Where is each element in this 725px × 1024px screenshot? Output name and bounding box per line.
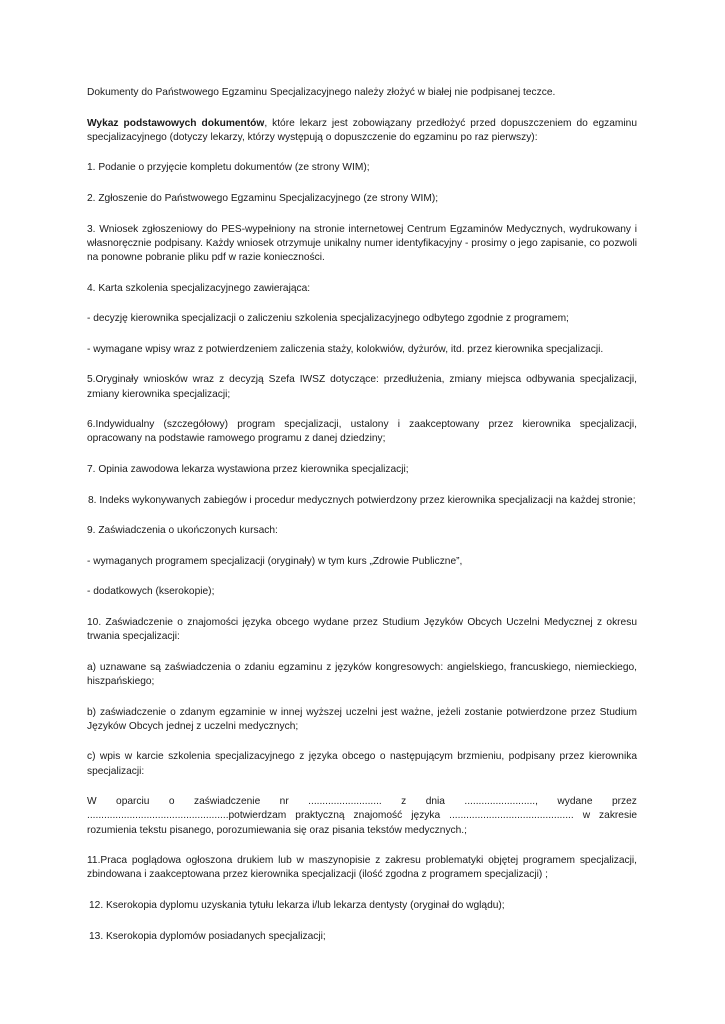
document-list-heading-rest: , które lekarz jest zobowiązany przedłożyć przed dopuszczeniem do egzaminu specjalizacyjnego (dotyczy lekarzy, którzy występują o dopuszczenie do egzaminu po raz pierwszy):: [87, 117, 637, 143]
template-line-3: rozumienia tekstu pisanego, porozumiewania się oraz pisania tekstów medycznych.;: [87, 824, 467, 836]
list-item: 3. Wniosek zgłoszeniowy do PES-wypełniony na stronie internetowej Centrum Egzaminów Medycznych, wydrukowany i własnoręcznie podpisany. Każdy wniosek otrzymuje unikalny numer identyfikacyjny - prosimy o jego zapisanie, co pozwoli na ponowne pobranie pliku pdf w razie konieczności.: [87, 223, 637, 263]
list-item: 2. Zgłoszenie do Państwowego Egzaminu Specjalizacyjnego (ze strony WIM);: [87, 192, 439, 204]
list-subitem: - wymagane wpisy wraz z potwierdzeniem zaliczenia staży, kolokwiów, dyżurów, itd. przez kierownika specjalizacji.: [87, 343, 604, 355]
template-blank: .........................,: [464, 796, 538, 808]
list-item: 10. Zaświadczenie o znajomości języka obcego wydane przez Studium Języków Obcych Uczelni Medycznej z okresu trwania specjalizacji:: [87, 616, 637, 643]
list-subitem: c) wpis w karcie szkolenia specjalizacyjnego z języka obcego o następującym brzmieniu, podpisany przez kierownika specjalizacji:: [87, 751, 637, 777]
list-item: 4. Karta szkolenia specjalizacyjnego zawierająca:: [87, 282, 311, 294]
template-word: dnia: [425, 796, 445, 808]
intro-paragraph: Dokumenty do Państwowego Egzaminu Specjalizacyjnego należy złożyć w białej nie podpisanej teczce.: [87, 87, 556, 98]
template-word: nr: [279, 796, 289, 808]
list-item: 8. Indeks wykonywanych zabiegów i procedur medycznych potwierdzony przez kierownika specjalizacji na każdej stronie;: [88, 494, 636, 506]
list-item: 12. Kserokopia dyplomu uzyskania tytułu lekarza i/lub lekarza dentysty (oryginał do wglądu);: [89, 899, 505, 911]
template-word: o: [168, 796, 175, 808]
template-line-2: ..................................................potwierdzam praktyczną znajomość języka ............................................ w zakresie: [87, 810, 637, 822]
list-subitem: a) uznawane są zaświadczenia o zdaniu egzaminu z języków kongresowych: angielskiego, francuskiego, niemieckiego, hiszpańskiego;: [87, 661, 637, 687]
list-item: 11.Praca poglądowa ogłoszona drukiem lub w maszynopisie z zakresu problematyki objętej programem specjalizacji, zbindowana i zaakceptowana przez kierownika specjalizacji (ilość zgodna z programem specjalizacji) ;: [87, 855, 637, 881]
list-item: 5.Oryginały wniosków wraz z decyzją Szefa IWSZ dotyczące: przedłużenia, zmiany miejsca odbywania specjalizacji, zmiany kierownika specjalizacji;: [87, 374, 637, 400]
list-item: 6.Indywidualny (szczegółowy) program specjalizacji, ustalony i zaakceptowany przez kierownika specjalizacji, opracowany na podstawie ramowego programu z danej dziedziny;: [87, 419, 637, 445]
list-subitem: - decyzję kierownika specjalizacji o zaliczeniu szkolenia specjalizacyjnego odbytego zgodnie z programem;: [87, 313, 569, 325]
list-subitem: - dodatkowych (kserokopie);: [87, 586, 215, 598]
template-word: W: [87, 796, 97, 808]
list-item: 1. Podanie o przyjęcie kompletu dokumentów (ze strony WIM);: [87, 162, 370, 174]
document-page: [87, 86, 637, 960]
template-word: zaświadczenie: [193, 796, 261, 808]
template-word: przez: [611, 796, 637, 808]
list-subitem: - wymaganych programem specjalizacji (oryginały) w tym kurs „Zdrowie Publiczne”,: [87, 555, 463, 567]
list-item: 13. Kserokopia dyplomów posiadanych specjalizacji;: [89, 930, 326, 942]
list-subitem: b) zaświadczenie o zdanym egzaminie w innej wyższej uczelni jest ważne, jeżeli zostanie potwierdzone przez Studium Języków Obcych jednej z uczelni medycznych;: [87, 706, 637, 732]
document-list-heading: [87, 117, 637, 145]
certificate-template: [87, 795, 637, 838]
template-line-1: [87, 795, 637, 809]
document-list-heading-bold: Wykaz podstawowych dokumentów: [87, 117, 265, 129]
template-word: z: [401, 796, 407, 808]
template-word: wydane: [557, 796, 593, 808]
list-item: 7. Opinia zawodowa lekarza wystawiona przez kierownika specjalizacji;: [87, 463, 409, 475]
template-blank: ..........................: [308, 796, 382, 808]
template-word: oparciu: [116, 796, 150, 808]
list-item: 9. Zaświadczenia o ukończonych kursach:: [87, 525, 278, 537]
